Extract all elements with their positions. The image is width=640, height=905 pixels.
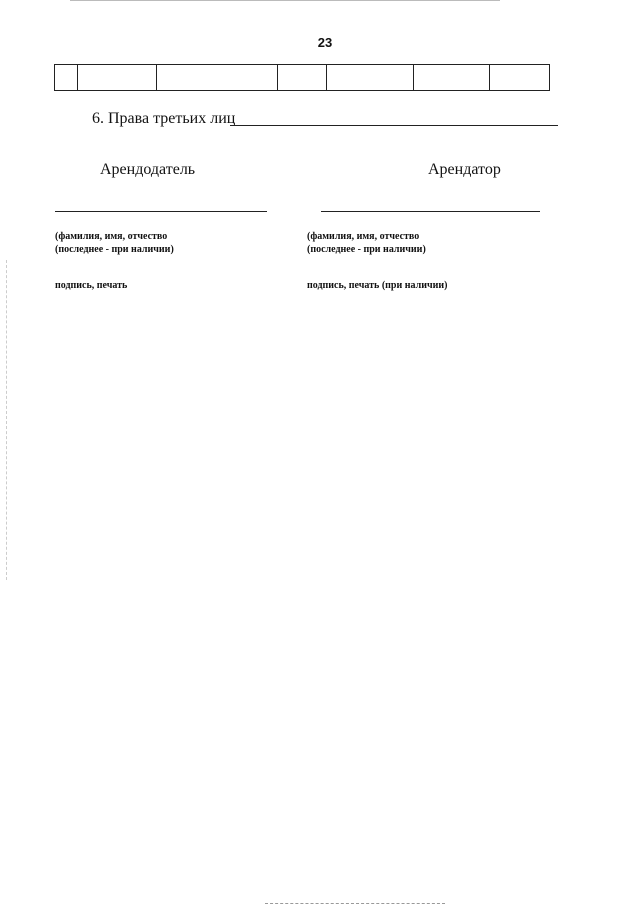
table-cell xyxy=(157,65,278,91)
lessor-label: Арендодатель xyxy=(100,161,196,178)
table-row xyxy=(55,65,550,91)
scan-left-edge xyxy=(6,260,7,580)
lessor-signature-line xyxy=(55,211,267,212)
table-cell xyxy=(278,65,327,91)
empty-table xyxy=(54,64,550,91)
table-cell xyxy=(327,65,414,91)
table-cell xyxy=(55,65,78,91)
caption-line: (фамилия, имя, отчество xyxy=(55,231,168,242)
section-fill-line xyxy=(230,125,558,126)
lessee-signature-line xyxy=(321,211,540,212)
lessee-signature-caption: подпись, печать (при наличии) xyxy=(307,280,448,291)
section-title: 6. Права третьих лиц xyxy=(92,110,236,127)
lessor-name-caption xyxy=(55,230,174,256)
page-number: 23 xyxy=(317,35,333,50)
table-cell xyxy=(78,65,157,91)
lessee-label: Арендатор xyxy=(428,161,501,178)
table-cell xyxy=(414,65,490,91)
caption-line: (последнее - при наличии) xyxy=(55,244,174,255)
caption-line: (фамилия, имя, отчество xyxy=(307,231,420,242)
lessee-name-caption xyxy=(307,230,426,256)
lessor-signature-caption: подпись, печать xyxy=(55,280,128,291)
scan-bottom-edge xyxy=(265,903,445,904)
table-cell xyxy=(490,65,550,91)
caption-line: (последнее - при наличии) xyxy=(307,244,426,255)
scan-top-edge xyxy=(70,0,500,1)
